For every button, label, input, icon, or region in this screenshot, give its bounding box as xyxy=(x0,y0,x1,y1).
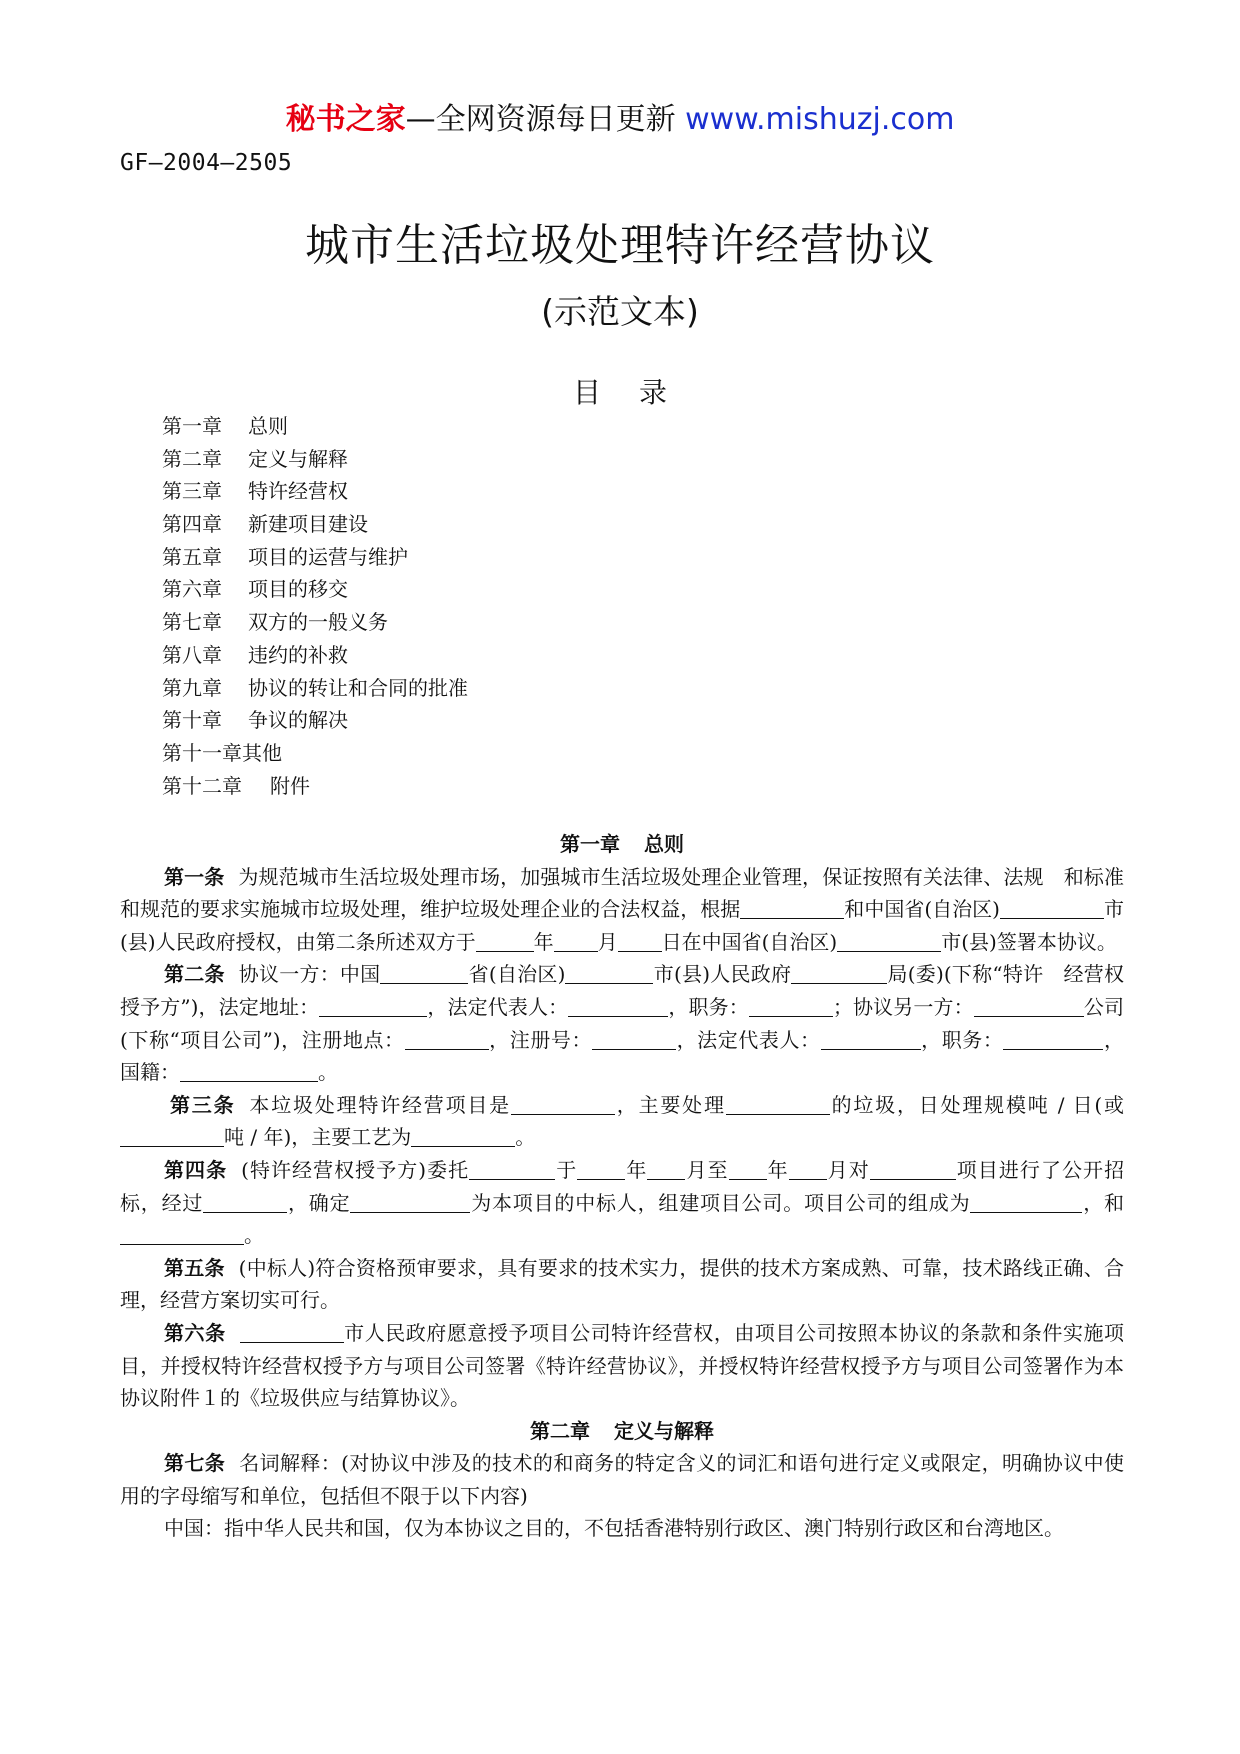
article-text: ，注册号： xyxy=(488,1027,593,1052)
toc-item-number: 第六章 xyxy=(162,577,222,602)
article-label: 第一条 xyxy=(164,864,225,889)
banner-brand: 秘书之家 xyxy=(285,102,406,137)
article-text: 市人民政府愿意授予项目公司特许经营权，由项目公司按照本协议的条款和条件实施项目，并授权特许经营权授予方与项目公司签署《特许经营协议》，并授权特许经营权授予方与项目公司签署作为本协议附件１的《垃圾供应与结算协议》。 xyxy=(120,1320,1125,1411)
fill-blank[interactable] xyxy=(405,1027,489,1050)
toc-item-number: 第八章 xyxy=(162,642,222,667)
toc-item-label: 定义与解释 xyxy=(248,446,348,471)
fill-blank[interactable] xyxy=(821,1027,921,1050)
toc-item xyxy=(162,573,468,606)
article-text: 公司(下称“项目公司”)，注册地点： xyxy=(120,994,1125,1052)
toc-item-number: 第七章 xyxy=(162,610,222,635)
article-text: 年 xyxy=(533,929,554,954)
chapter-heading xyxy=(120,828,1124,861)
toc-item xyxy=(162,508,468,541)
article-5 xyxy=(120,1252,1124,1317)
banner-url-link[interactable]: www.mishuzj.com xyxy=(685,102,955,137)
article-text: ，国籍： xyxy=(120,1027,1125,1085)
toc-item-number: 第十二章 xyxy=(162,773,242,798)
article-text: ；协议另一方： xyxy=(832,994,974,1019)
document-title: 城市生活垃圾处理特许经营协议 xyxy=(305,220,935,271)
toc-item-number: 第二章 xyxy=(162,446,222,471)
fill-blank[interactable] xyxy=(749,994,833,1017)
fill-blank[interactable] xyxy=(476,929,534,952)
fill-blank[interactable] xyxy=(870,1157,956,1180)
toc-item xyxy=(162,443,468,476)
article-text: 为规范城市生活垃圾处理市场，加强城市生活垃圾处理企业管理，保证按照有关法律、法规 和标准和规范的要求实施城市垃圾处理，维护垃圾处理企业的合法权益，根据 xyxy=(120,864,1125,922)
article-text: ，确定 xyxy=(287,1190,351,1215)
toc-item-label: 协议的转让和合同的批准 xyxy=(248,675,468,700)
toc-item-label: 违约的补救 xyxy=(248,642,348,667)
fill-blank[interactable] xyxy=(120,1222,244,1245)
fill-blank[interactable] xyxy=(350,1190,470,1213)
toc-item-number: 第四章 xyxy=(162,512,222,537)
chapter-title: 定义与解释 xyxy=(614,1418,714,1443)
article-text: 省(自治区) xyxy=(468,962,566,987)
fill-blank[interactable] xyxy=(568,994,668,1017)
fill-blank[interactable] xyxy=(789,1157,827,1180)
article-text: 的垃圾，日处理规模吨 / 日(或 xyxy=(829,1092,1125,1117)
toc-item xyxy=(162,606,468,639)
toc-item-number: 第五章 xyxy=(162,544,222,569)
article-text: ，和 xyxy=(1082,1190,1125,1215)
fill-blank[interactable] xyxy=(618,929,662,952)
article-text: 日在中国省(自治区) xyxy=(661,929,838,954)
fill-blank[interactable] xyxy=(411,1124,515,1147)
toc-item-number: 第十章 xyxy=(162,708,222,733)
fill-blank[interactable] xyxy=(511,1092,615,1115)
toc-item-label: 新建项目建设 xyxy=(248,512,368,537)
banner-slogan: —全网资源每日更新 xyxy=(405,102,686,137)
chapter-number: 第二章 xyxy=(530,1418,590,1443)
toc-item xyxy=(162,770,468,803)
toc-item-label: 其他 xyxy=(242,740,282,765)
fill-blank[interactable] xyxy=(726,1092,830,1115)
toc-item-label: 争议的解决 xyxy=(248,708,348,733)
document-subtitle: (示范文本) xyxy=(541,292,699,331)
article-text: ，主要处理 xyxy=(614,1092,726,1117)
article-text: ，法定代表人： xyxy=(676,1027,821,1052)
article-text: 名词解释：(对协议中涉及的技术的和商务的特定含义的词汇和语句进行定义或限定，明确协议中使用的字母缩写和单位，包括但不限于以下内容) xyxy=(120,1451,1124,1508)
toc-item-number: 第九章 xyxy=(162,675,222,700)
article-text: (中标人)符合资格预审要求，具有要求的技术实力，提供的技术方案成熟、可靠，技术路线正确、合理，经营方案切实可行。 xyxy=(120,1255,1125,1313)
fill-blank[interactable] xyxy=(740,896,844,919)
fill-blank[interactable] xyxy=(592,1027,676,1050)
fill-blank[interactable] xyxy=(970,1190,1082,1213)
fill-blank[interactable] xyxy=(729,1157,767,1180)
document-code: GF—2004—2505 xyxy=(120,150,293,176)
article-label: 第七条 xyxy=(164,1451,226,1476)
toc-item-label: 总则 xyxy=(248,414,288,438)
fill-blank[interactable] xyxy=(319,994,427,1017)
fill-blank[interactable] xyxy=(120,1124,224,1147)
toc-heading: 目录 xyxy=(572,376,705,409)
site-banner xyxy=(0,100,1240,140)
article-7 xyxy=(120,1447,1124,1512)
article-2 xyxy=(120,958,1124,1088)
chapter-heading xyxy=(120,1415,1124,1448)
chapter-number: 第一章 xyxy=(560,832,620,856)
definition-china: 中国：指中华人民共和国，仅为本协议之目的，不包括香港特别行政区、澳门特别行政区和台湾地区。 xyxy=(164,1516,1064,1541)
article-text: 年 xyxy=(766,1157,789,1182)
article-text: ，职务： xyxy=(668,994,749,1019)
article-6 xyxy=(120,1317,1124,1415)
article-3 xyxy=(120,1089,1124,1154)
article-text: 市(县)人民政府 xyxy=(653,962,792,987)
article-text: 年 xyxy=(625,1157,648,1182)
article-text: ，职务： xyxy=(920,1027,1004,1052)
article-text: 局(委)(下称“特许 经营权授予方”)，法定地址： xyxy=(120,962,1125,1019)
fill-blank[interactable] xyxy=(380,961,468,984)
table-of-contents xyxy=(162,410,468,802)
fill-blank[interactable] xyxy=(837,929,941,952)
fill-blank[interactable] xyxy=(974,994,1084,1017)
article-text: 月至 xyxy=(685,1157,729,1182)
document-body xyxy=(120,828,1124,1545)
article-text: 。 xyxy=(515,1125,536,1150)
toc-item-number: 第十一章 xyxy=(162,740,242,765)
fill-blank[interactable] xyxy=(180,1059,318,1082)
fill-blank[interactable] xyxy=(791,961,887,984)
article-text: (特许经营权授予方)委托 xyxy=(241,1157,470,1182)
toc-item xyxy=(162,672,468,705)
article-label: 第五条 xyxy=(164,1255,225,1280)
article-text: 市(县)人民政府授权，由第二条所述双方于 xyxy=(120,897,1125,954)
fill-blank[interactable] xyxy=(554,929,598,952)
toc-item-label: 附件 xyxy=(270,773,310,798)
article-text: 月对 xyxy=(826,1157,870,1182)
fill-blank[interactable] xyxy=(240,1320,344,1343)
fill-blank[interactable] xyxy=(469,1157,555,1180)
article-text: 本垃圾处理特许经营项目是 xyxy=(249,1092,511,1117)
article-text: 协议一方：中国 xyxy=(238,962,381,987)
toc-item xyxy=(162,410,468,443)
fill-blank[interactable] xyxy=(1003,1027,1103,1050)
toc-item xyxy=(162,704,468,737)
toc-item xyxy=(162,639,468,672)
article-1 xyxy=(120,861,1124,959)
toc-item xyxy=(162,475,468,508)
fill-blank[interactable] xyxy=(203,1190,287,1213)
article-text: 月 xyxy=(597,929,618,954)
article-label: 第三条 xyxy=(170,1092,236,1117)
article-text: ，法定代表人： xyxy=(427,994,569,1019)
article-label: 第二条 xyxy=(164,962,225,987)
toc-item xyxy=(162,737,468,770)
article-text: 于 xyxy=(555,1157,578,1182)
toc-item-label: 项目的运营与维护 xyxy=(248,544,408,569)
article-label: 第四条 xyxy=(164,1157,228,1182)
toc-item-label: 项目的移交 xyxy=(248,577,348,602)
chapter-title: 总则 xyxy=(644,832,684,856)
fill-blank[interactable] xyxy=(1000,896,1104,919)
toc-item xyxy=(162,541,468,574)
fill-blank[interactable] xyxy=(565,961,653,984)
article-label: 第六条 xyxy=(164,1320,226,1345)
fill-blank[interactable] xyxy=(647,1157,685,1180)
toc-item-label: 特许经营权 xyxy=(248,479,348,504)
article-text: 和中国省(自治区) xyxy=(844,897,1000,922)
toc-item-label: 双方的一般义务 xyxy=(248,610,388,635)
article-text: 。 xyxy=(244,1223,264,1248)
article-text: 吨 / 年)，主要工艺为 xyxy=(224,1125,412,1150)
toc-item-number: 第三章 xyxy=(162,479,222,504)
article-text: 。 xyxy=(318,1060,338,1085)
article-4 xyxy=(120,1154,1124,1252)
toc-item-number: 第一章 xyxy=(162,414,222,438)
fill-blank[interactable] xyxy=(577,1157,625,1180)
article-text: 市(县)签署本协议。 xyxy=(941,929,1117,954)
article-text: 为本项目的中标人，组建项目公司。项目公司的组成为 xyxy=(470,1190,971,1215)
article-text: 项目进行了公开招标，经过 xyxy=(120,1157,1125,1215)
